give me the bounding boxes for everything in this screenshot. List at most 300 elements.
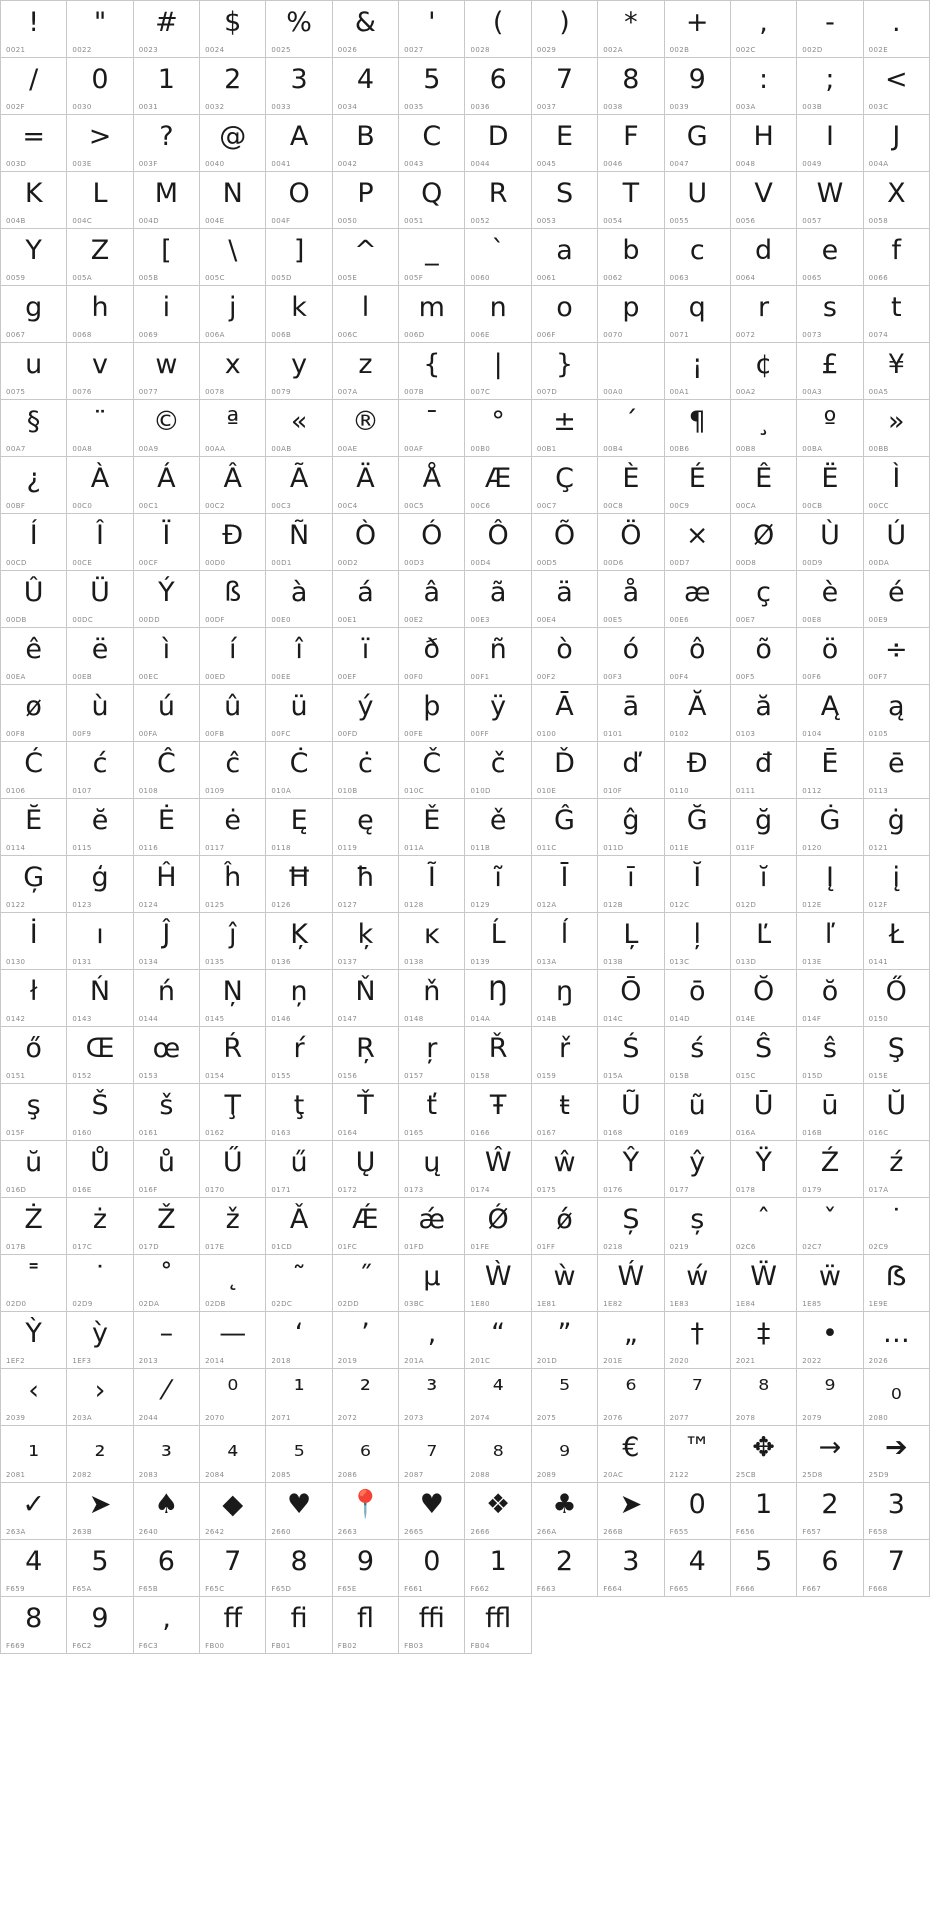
glyph-cell[interactable] [864,1369,930,1426]
glyph-cell[interactable] [731,1369,797,1426]
glyph-cell[interactable] [1,1,67,58]
glyph-cell[interactable] [731,1198,797,1255]
glyph-cell[interactable] [532,229,598,286]
glyph-cell[interactable] [333,799,399,856]
glyph-cell[interactable] [200,742,266,799]
glyph-cell[interactable] [797,1483,863,1540]
glyph-cell[interactable] [399,571,465,628]
glyph-cell[interactable] [200,1426,266,1483]
glyph-cell[interactable] [399,742,465,799]
glyph-cell[interactable] [134,58,200,115]
glyph-cell[interactable] [598,1141,664,1198]
glyph-cell[interactable] [665,1141,731,1198]
glyph-cell[interactable] [532,58,598,115]
glyph-cell[interactable] [333,115,399,172]
glyph-cell[interactable] [864,1027,930,1084]
glyph-cell[interactable] [67,457,133,514]
glyph-cell[interactable] [797,856,863,913]
glyph-cell[interactable] [797,1141,863,1198]
glyph-cell[interactable] [200,799,266,856]
glyph-cell[interactable] [399,1084,465,1141]
glyph-cell[interactable] [266,1084,332,1141]
glyph-cell[interactable] [797,343,863,400]
glyph-cell[interactable] [864,457,930,514]
glyph-cell[interactable] [598,172,664,229]
glyph-cell[interactable] [333,1141,399,1198]
glyph-cell[interactable] [665,514,731,571]
glyph-cell[interactable] [266,1369,332,1426]
glyph-cell[interactable] [598,913,664,970]
glyph-cell[interactable] [333,229,399,286]
glyph-cell[interactable] [67,685,133,742]
glyph-cell[interactable] [399,1312,465,1369]
glyph-cell[interactable] [266,799,332,856]
glyph-cell[interactable] [67,1084,133,1141]
glyph-cell[interactable] [266,685,332,742]
glyph-cell[interactable] [399,1255,465,1312]
glyph-cell[interactable] [399,172,465,229]
glyph-cell[interactable] [1,400,67,457]
glyph-cell[interactable] [598,457,664,514]
glyph-cell[interactable] [465,1141,531,1198]
glyph-cell[interactable] [200,1084,266,1141]
glyph-cell[interactable] [1,1426,67,1483]
glyph-cell[interactable] [134,1540,200,1597]
glyph-cell[interactable] [598,856,664,913]
glyph-cell[interactable] [333,1483,399,1540]
glyph-cell[interactable] [532,1198,598,1255]
glyph-cell[interactable] [67,400,133,457]
glyph-cell[interactable] [598,1369,664,1426]
glyph-cell[interactable] [134,1027,200,1084]
glyph-cell[interactable] [200,229,266,286]
glyph-cell[interactable] [333,58,399,115]
glyph-cell[interactable] [465,1255,531,1312]
glyph-cell[interactable] [200,571,266,628]
glyph-cell[interactable] [465,970,531,1027]
glyph-cell[interactable] [200,172,266,229]
glyph-cell[interactable] [333,514,399,571]
glyph-cell[interactable] [731,1255,797,1312]
glyph-cell[interactable] [731,1084,797,1141]
glyph-cell[interactable] [797,685,863,742]
glyph-cell[interactable] [333,970,399,1027]
glyph-cell[interactable] [1,115,67,172]
glyph-cell[interactable] [797,172,863,229]
glyph-cell[interactable] [1,457,67,514]
glyph-cell[interactable] [266,1597,332,1654]
glyph-cell[interactable] [532,457,598,514]
glyph-cell[interactable] [665,1312,731,1369]
glyph-cell[interactable] [399,1,465,58]
glyph-cell[interactable] [465,1027,531,1084]
glyph-cell[interactable] [532,1483,598,1540]
glyph-cell[interactable] [1,229,67,286]
glyph-cell[interactable] [134,400,200,457]
glyph-cell[interactable] [598,970,664,1027]
glyph-cell[interactable] [399,400,465,457]
glyph-cell[interactable] [864,1483,930,1540]
glyph-cell[interactable] [598,1312,664,1369]
glyph-cell[interactable] [266,1540,332,1597]
glyph-cell[interactable] [200,1255,266,1312]
glyph-cell[interactable] [134,1426,200,1483]
glyph-cell[interactable] [532,856,598,913]
glyph-cell[interactable] [598,742,664,799]
glyph-cell[interactable] [1,970,67,1027]
glyph-cell[interactable] [399,1141,465,1198]
glyph-cell[interactable] [67,1426,133,1483]
glyph-cell[interactable] [134,913,200,970]
glyph-cell[interactable] [465,1540,531,1597]
glyph-cell[interactable] [598,1540,664,1597]
glyph-cell[interactable] [598,400,664,457]
glyph-cell[interactable] [598,1,664,58]
glyph-cell[interactable] [67,1255,133,1312]
glyph-cell[interactable] [797,742,863,799]
glyph-cell[interactable] [665,1198,731,1255]
glyph-cell[interactable] [731,400,797,457]
glyph-cell[interactable] [864,229,930,286]
glyph-cell[interactable] [134,1255,200,1312]
glyph-cell[interactable] [797,58,863,115]
glyph-cell[interactable] [731,856,797,913]
glyph-cell[interactable] [200,514,266,571]
glyph-cell[interactable] [67,229,133,286]
glyph-cell[interactable] [266,856,332,913]
glyph-cell[interactable] [731,571,797,628]
glyph-cell[interactable] [200,1369,266,1426]
glyph-cell[interactable] [797,1369,863,1426]
glyph-cell[interactable] [67,571,133,628]
glyph-cell[interactable] [731,1027,797,1084]
glyph-cell[interactable] [864,970,930,1027]
glyph-cell[interactable] [333,742,399,799]
glyph-cell[interactable] [333,343,399,400]
glyph-cell[interactable] [864,628,930,685]
glyph-cell[interactable] [465,58,531,115]
glyph-cell[interactable] [266,1141,332,1198]
glyph-cell[interactable] [1,514,67,571]
glyph-cell[interactable] [532,1426,598,1483]
glyph-cell[interactable] [266,1198,332,1255]
glyph-cell[interactable] [266,1,332,58]
glyph-cell[interactable] [465,1,531,58]
glyph-cell[interactable] [731,343,797,400]
glyph-cell[interactable] [731,514,797,571]
glyph-cell[interactable] [864,58,930,115]
glyph-cell[interactable] [67,1027,133,1084]
glyph-cell[interactable] [731,1141,797,1198]
glyph-cell[interactable] [665,58,731,115]
glyph-cell[interactable] [598,799,664,856]
glyph-cell[interactable] [797,400,863,457]
glyph-cell[interactable] [399,799,465,856]
glyph-cell[interactable] [532,1255,598,1312]
glyph-cell[interactable] [665,970,731,1027]
glyph-cell[interactable] [731,970,797,1027]
glyph-cell[interactable] [731,913,797,970]
glyph-cell[interactable] [399,685,465,742]
glyph-cell[interactable] [665,115,731,172]
glyph-cell[interactable] [465,1369,531,1426]
glyph-cell[interactable] [134,343,200,400]
glyph-cell[interactable] [399,1597,465,1654]
glyph-cell[interactable] [864,1084,930,1141]
glyph-cell[interactable] [399,1483,465,1540]
glyph-cell[interactable] [598,115,664,172]
glyph-cell[interactable] [864,1540,930,1597]
glyph-cell[interactable] [864,343,930,400]
glyph-cell[interactable] [333,1426,399,1483]
glyph-cell[interactable] [731,1,797,58]
glyph-cell[interactable] [532,970,598,1027]
glyph-cell[interactable] [200,685,266,742]
glyph-cell[interactable] [465,799,531,856]
glyph-cell[interactable] [399,913,465,970]
glyph-cell[interactable] [200,1027,266,1084]
glyph-cell[interactable] [465,856,531,913]
glyph-cell[interactable] [1,628,67,685]
glyph-cell[interactable] [266,1312,332,1369]
glyph-cell[interactable] [266,1027,332,1084]
glyph-cell[interactable] [67,799,133,856]
glyph-cell[interactable] [797,457,863,514]
glyph-cell[interactable] [67,1369,133,1426]
glyph-cell[interactable] [134,457,200,514]
glyph-cell[interactable] [465,1198,531,1255]
glyph-cell[interactable] [465,742,531,799]
glyph-cell[interactable] [731,799,797,856]
glyph-cell[interactable] [67,172,133,229]
glyph-cell[interactable] [1,799,67,856]
glyph-cell[interactable] [134,1312,200,1369]
glyph-cell[interactable] [200,628,266,685]
glyph-cell[interactable] [731,1312,797,1369]
glyph-cell[interactable] [1,286,67,343]
glyph-cell[interactable] [1,1027,67,1084]
glyph-cell[interactable] [532,1027,598,1084]
glyph-cell[interactable] [134,1597,200,1654]
glyph-cell[interactable] [665,1369,731,1426]
glyph-cell[interactable] [797,970,863,1027]
glyph-cell[interactable] [266,913,332,970]
glyph-cell[interactable] [864,571,930,628]
glyph-cell[interactable] [598,229,664,286]
glyph-cell[interactable] [864,1198,930,1255]
glyph-cell[interactable] [333,628,399,685]
glyph-cell[interactable] [731,628,797,685]
glyph-cell[interactable] [266,628,332,685]
glyph-cell[interactable] [797,913,863,970]
glyph-cell[interactable] [797,628,863,685]
glyph-cell[interactable] [1,571,67,628]
glyph-cell[interactable] [1,172,67,229]
glyph-cell[interactable] [134,742,200,799]
glyph-cell[interactable] [200,970,266,1027]
glyph-cell[interactable] [399,1426,465,1483]
glyph-cell[interactable] [333,1084,399,1141]
glyph-cell[interactable] [465,1483,531,1540]
glyph-cell[interactable] [1,1483,67,1540]
glyph-cell[interactable] [731,685,797,742]
glyph-cell[interactable] [67,1141,133,1198]
glyph-cell[interactable] [1,913,67,970]
glyph-cell[interactable] [333,1255,399,1312]
glyph-cell[interactable] [134,1198,200,1255]
glyph-cell[interactable] [465,1426,531,1483]
glyph-cell[interactable] [731,457,797,514]
glyph-cell[interactable] [134,628,200,685]
glyph-cell[interactable] [665,685,731,742]
glyph-cell[interactable] [200,1141,266,1198]
glyph-cell[interactable] [399,1027,465,1084]
glyph-cell[interactable] [67,1483,133,1540]
glyph-cell[interactable] [134,799,200,856]
glyph-cell[interactable] [665,343,731,400]
glyph-cell[interactable] [333,400,399,457]
glyph-cell[interactable] [665,1255,731,1312]
glyph-cell[interactable] [1,856,67,913]
glyph-cell[interactable] [864,913,930,970]
glyph-cell[interactable] [465,172,531,229]
glyph-cell[interactable] [333,1027,399,1084]
glyph-cell[interactable] [665,1084,731,1141]
glyph-cell[interactable] [731,742,797,799]
glyph-cell[interactable] [864,685,930,742]
glyph-cell[interactable] [134,856,200,913]
glyph-cell[interactable] [134,1483,200,1540]
glyph-cell[interactable] [598,286,664,343]
glyph-cell[interactable] [665,1426,731,1483]
glyph-cell[interactable] [399,1198,465,1255]
glyph-cell[interactable] [465,514,531,571]
glyph-cell[interactable] [134,1084,200,1141]
glyph-cell[interactable] [465,457,531,514]
glyph-cell[interactable] [67,58,133,115]
glyph-cell[interactable] [864,115,930,172]
glyph-cell[interactable] [266,970,332,1027]
glyph-cell[interactable] [665,1,731,58]
glyph-cell[interactable] [797,799,863,856]
glyph-cell[interactable] [864,799,930,856]
glyph-cell[interactable] [532,115,598,172]
glyph-cell[interactable] [465,229,531,286]
glyph-cell[interactable] [532,1312,598,1369]
glyph-cell[interactable] [200,343,266,400]
glyph-cell[interactable] [333,1,399,58]
glyph-cell[interactable] [399,970,465,1027]
glyph-cell[interactable] [797,1540,863,1597]
glyph-cell[interactable] [864,1255,930,1312]
glyph-cell[interactable] [532,514,598,571]
glyph-cell[interactable] [67,286,133,343]
glyph-cell[interactable] [598,628,664,685]
glyph-cell[interactable] [1,1255,67,1312]
glyph-cell[interactable] [598,1198,664,1255]
glyph-cell[interactable] [67,1198,133,1255]
glyph-cell[interactable] [665,628,731,685]
glyph-cell[interactable] [465,1597,531,1654]
glyph-cell[interactable] [266,742,332,799]
glyph-cell[interactable] [731,58,797,115]
glyph-cell[interactable] [598,514,664,571]
glyph-cell[interactable] [134,685,200,742]
glyph-cell[interactable] [797,1,863,58]
glyph-cell[interactable] [200,1,266,58]
glyph-cell[interactable] [864,1426,930,1483]
glyph-cell[interactable] [67,1,133,58]
glyph-cell[interactable] [200,457,266,514]
glyph-cell[interactable] [532,799,598,856]
glyph-cell[interactable] [665,742,731,799]
glyph-cell[interactable] [67,115,133,172]
glyph-cell[interactable] [864,856,930,913]
glyph-cell[interactable] [67,1597,133,1654]
glyph-cell[interactable] [67,913,133,970]
glyph-cell[interactable] [1,1141,67,1198]
glyph-cell[interactable] [1,742,67,799]
glyph-cell[interactable] [532,1141,598,1198]
glyph-cell[interactable] [67,1312,133,1369]
glyph-cell[interactable] [731,1540,797,1597]
glyph-cell[interactable] [731,172,797,229]
glyph-cell[interactable] [598,685,664,742]
glyph-cell[interactable] [399,343,465,400]
glyph-cell[interactable] [134,1,200,58]
glyph-cell[interactable] [134,1369,200,1426]
glyph-cell[interactable] [864,1312,930,1369]
glyph-cell[interactable] [665,1540,731,1597]
glyph-cell[interactable] [200,913,266,970]
glyph-cell[interactable] [134,229,200,286]
glyph-cell[interactable] [266,343,332,400]
glyph-cell[interactable] [598,571,664,628]
glyph-cell[interactable] [532,286,598,343]
glyph-cell[interactable] [266,229,332,286]
glyph-cell[interactable] [200,1483,266,1540]
glyph-cell[interactable] [333,685,399,742]
glyph-cell[interactable] [731,229,797,286]
glyph-cell[interactable] [1,1540,67,1597]
glyph-cell[interactable] [1,58,67,115]
glyph-cell[interactable] [399,229,465,286]
glyph-cell[interactable] [333,856,399,913]
glyph-cell[interactable] [333,1597,399,1654]
glyph-cell[interactable] [797,1255,863,1312]
glyph-cell[interactable] [731,286,797,343]
glyph-cell[interactable] [731,115,797,172]
glyph-cell[interactable] [67,970,133,1027]
glyph-cell[interactable] [200,1198,266,1255]
glyph-cell[interactable] [797,1198,863,1255]
glyph-cell[interactable] [1,1312,67,1369]
glyph-cell[interactable] [532,343,598,400]
glyph-cell[interactable] [200,286,266,343]
glyph-cell[interactable] [465,628,531,685]
glyph-cell[interactable] [266,286,332,343]
glyph-cell[interactable] [864,1141,930,1198]
glyph-cell[interactable] [532,913,598,970]
glyph-cell[interactable] [665,856,731,913]
glyph-cell[interactable] [665,400,731,457]
glyph-cell[interactable] [665,457,731,514]
glyph-cell[interactable] [333,1312,399,1369]
glyph-cell[interactable] [465,685,531,742]
glyph-cell[interactable] [266,571,332,628]
glyph-cell[interactable] [665,799,731,856]
glyph-cell[interactable] [864,742,930,799]
